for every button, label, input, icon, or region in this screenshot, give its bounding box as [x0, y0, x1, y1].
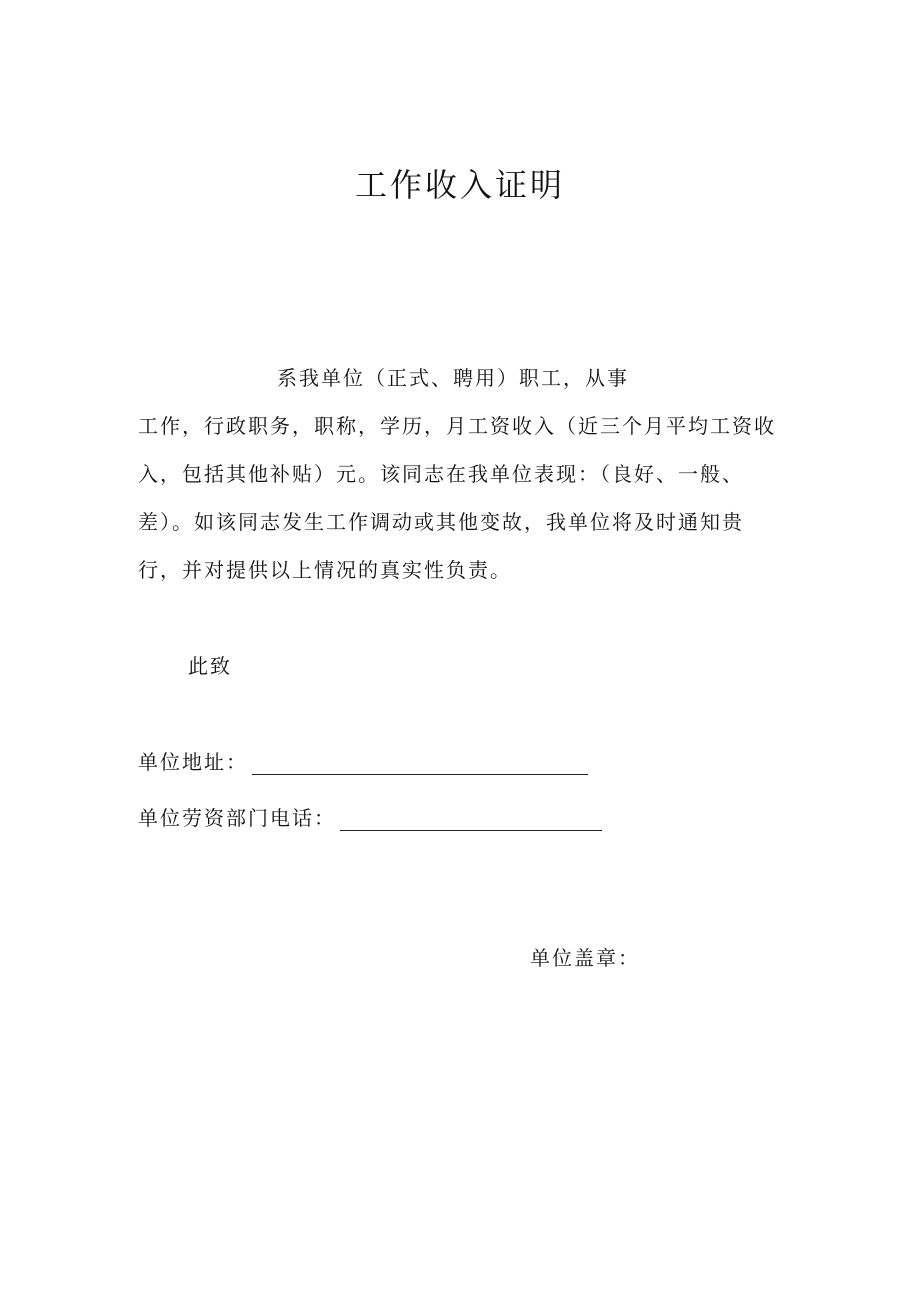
salutation: 此致	[188, 654, 232, 678]
seal-label: 单位盖章：	[530, 946, 640, 970]
paragraph-line-4: 差）。如该同志发生工作调动或其他变故，我单位将及时通知贵	[138, 510, 744, 534]
address-label: 单位地址：	[138, 750, 248, 774]
paragraph-line-3: 入，包括其他补贴）元。该同志在我单位表现：（良好、一般、	[138, 462, 744, 486]
address-blank-line	[252, 754, 588, 775]
paragraph-line-5: 行，并对提供以上情况的真实性负责。	[138, 558, 512, 582]
phone-field-row	[138, 802, 602, 831]
paragraph-line-1: 系我单位（正式、聘用）职工，从事	[277, 366, 629, 390]
phone-label: 单位劳资部门电话：	[138, 806, 336, 830]
paragraph-line-2: 工作，行政职务，职称，学历，月工资收入（近三个月平均工资收	[138, 414, 776, 438]
address-field-row	[138, 746, 588, 775]
document-title: 工作收入证明	[354, 166, 565, 204]
phone-blank-line	[340, 810, 602, 831]
